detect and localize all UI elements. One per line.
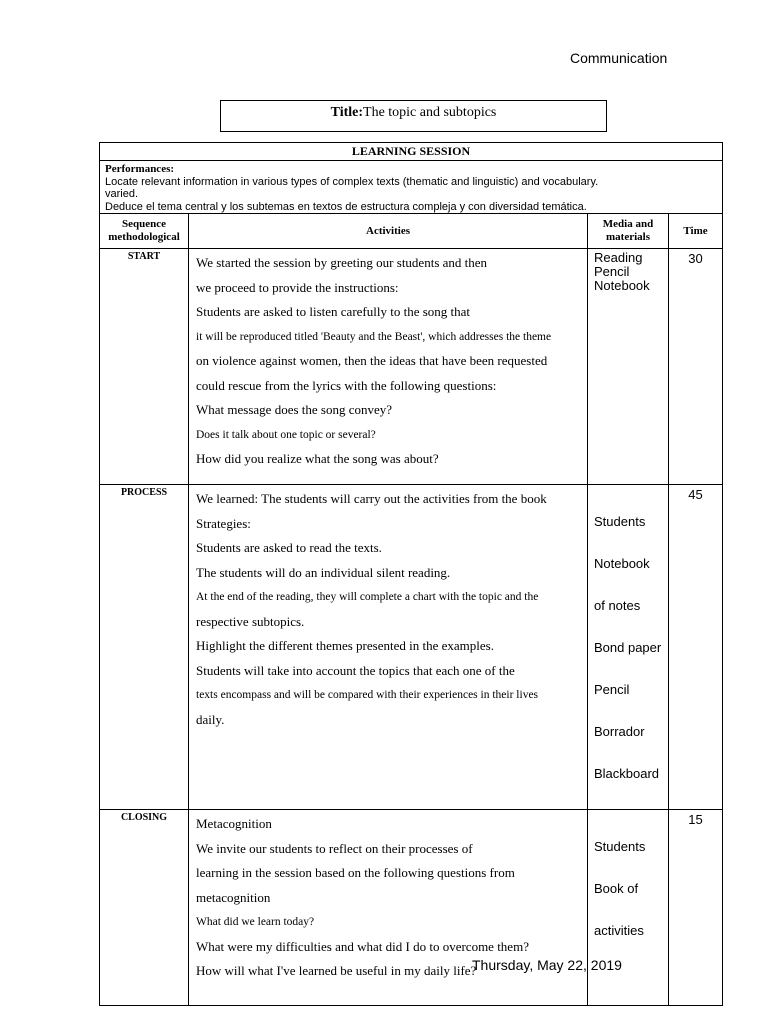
table-row: [100, 249, 723, 485]
table-row: [100, 810, 723, 1006]
performances-cell: [100, 161, 723, 214]
phase-process: PROCESS: [100, 485, 189, 810]
media-item: Bond paper: [594, 640, 662, 655]
column-header-activities: Activities: [189, 214, 588, 249]
activity-line: Strategies:: [196, 515, 251, 531]
activities-process: [189, 485, 588, 810]
activity-line: Students will take into account the topics that each one of the: [196, 662, 515, 678]
activity-line: could rescue from the lyrics with the following questions:: [196, 377, 497, 393]
performance-line: varied.: [105, 188, 139, 200]
activities-closing: [189, 810, 588, 1006]
title-text: The topic and subtopics: [363, 105, 497, 120]
column-header-line: methodological: [108, 231, 180, 243]
activity-line: What message does the song convey?: [196, 402, 393, 417]
column-header-sequence: [100, 214, 189, 249]
column-header-line: Media and: [602, 218, 654, 230]
media-process: [588, 485, 669, 810]
activity-line: We learned: The students will carry out the activities from the book: [196, 491, 547, 506]
activity-line: on violence against women, then the ideas that have been requested: [196, 353, 548, 368]
media-item: activities: [594, 923, 644, 938]
media-item: Borrador: [594, 724, 645, 739]
performance-line: Locate relevant information in various types of complex texts (thematic and linguistic) and vocabulary.: [105, 175, 599, 188]
time-process: 45: [669, 485, 723, 810]
column-header-time: Time: [669, 214, 723, 249]
time-closing: 15: [669, 810, 723, 1006]
activity-line: texts encompass and will be compared with their experiences in their lives: [196, 689, 539, 701]
performances-label: Performances:: [105, 163, 175, 175]
column-header-line: materials: [606, 231, 650, 243]
activity-line: respective subtopics.: [196, 613, 305, 629]
activity-line: We started the session by greeting our students and then: [196, 255, 488, 270]
activities-start: [189, 249, 588, 485]
title-box: [220, 100, 607, 132]
learning-session-table: [99, 142, 723, 1006]
phase-closing: CLOSING: [100, 810, 189, 1006]
time-start: 30: [669, 249, 723, 485]
media-item: Blackboard: [594, 766, 660, 781]
activity-line: Does it talk about one topic or several?: [196, 428, 376, 441]
column-header-line: Sequence: [122, 218, 166, 230]
activity-line: How did you realize what the song was about?: [196, 451, 439, 466]
activity-line: What did we learn today?: [196, 916, 315, 928]
title-label: Title:: [330, 105, 364, 120]
table-row: [100, 485, 723, 810]
activity-line: The students will do an individual silent reading.: [196, 564, 451, 580]
activity-line: At the end of the reading, they will complete a chart with the topic and the: [196, 591, 539, 603]
activity-line: learning in the session based on the following questions from: [196, 865, 515, 880]
activity-line: Highlight the different themes presented in the examples.: [196, 638, 494, 653]
media-item: Notebook: [594, 556, 650, 571]
activity-line: Metacognition: [196, 816, 272, 831]
media-item: Reading: [594, 250, 643, 265]
activity-line: daily.: [196, 711, 225, 727]
phase-start: START: [100, 249, 189, 485]
media-item: Pencil: [594, 682, 630, 697]
activity-line: it will be reproduced titled 'Beauty and the Beast', which addresses the theme: [196, 330, 552, 343]
performance-line: Deduce el tema central y los subtemas en textos de estructura compleja y con diversidad temática.: [105, 200, 587, 213]
media-item: Book of: [594, 881, 639, 896]
media-start: [588, 249, 669, 485]
header-subject: Communication: [570, 50, 668, 66]
activity-line: What were my difficulties and what did I do to overcome them?: [196, 938, 529, 954]
media-item: Students: [594, 514, 646, 529]
footer-date: Thursday, May 22, 2019: [472, 957, 622, 973]
activity-line: How will what I've learned be useful in my daily life?: [196, 963, 477, 978]
activity-line: We invite our students to reflect on their processes of: [196, 840, 473, 856]
media-closing: [588, 810, 669, 1006]
activity-line: metacognition: [196, 889, 271, 905]
activity-line: Students are asked to read the texts.: [196, 540, 382, 555]
activity-line: Students are asked to listen carefully to the song that: [196, 304, 471, 319]
media-item: Notebook: [594, 278, 650, 293]
media-item: Students: [594, 839, 646, 854]
media-item: of notes: [594, 598, 641, 613]
session-heading: LEARNING SESSION: [100, 143, 723, 161]
activity-line: we proceed to provide the instructions:: [196, 279, 399, 295]
media-item: Pencil: [594, 264, 630, 279]
column-header-media: [588, 214, 669, 249]
